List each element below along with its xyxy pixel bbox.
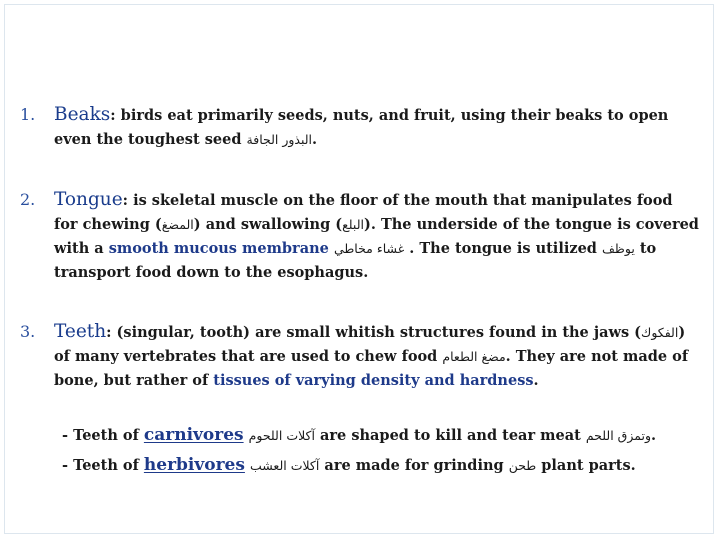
- arabic-term: مضغ الطعام: [442, 349, 506, 364]
- subitem-lead: - Teeth of: [62, 427, 144, 444]
- subitem-text: plant parts.: [536, 457, 636, 474]
- item-text: . The tongue is utilized: [404, 240, 602, 257]
- item-text: : birds eat primarily seeds, nuts, and fruit, using their beaks to open even the toughest seed: [54, 107, 669, 148]
- arabic-term: وتمزق اللحم: [585, 428, 651, 443]
- arabic-term: المضغ: [161, 217, 194, 232]
- arabic-term: آكلات اللحوم: [248, 428, 315, 443]
- keyword-herbivores: herbivores: [143, 455, 245, 475]
- list-item-beaks: [20, 103, 700, 152]
- item-text: ). The underside of the tongue is covered with a: [54, 216, 699, 257]
- item-number: 2.: [20, 190, 36, 209]
- arabic-term: البذور الجافة: [246, 132, 313, 147]
- item-text: ) and swallowing (: [193, 216, 343, 233]
- subitem-text: .: [650, 427, 657, 444]
- arabic-term: آكلات العشب: [250, 458, 320, 473]
- arabic-term: يوظف: [601, 241, 635, 256]
- item-text: : (singular, tooth) are small whitish structures found in the jaws (: [106, 324, 642, 341]
- subitem-herbivores: [62, 454, 702, 477]
- item-number: 3.: [20, 322, 36, 341]
- subitem-text: are shaped to kill and tear meat: [314, 427, 586, 444]
- item-text: .: [312, 131, 318, 148]
- item-text: .: [533, 372, 539, 389]
- list-item-tongue: [20, 188, 700, 285]
- item-text: ) of many vertebrates that are used to chew food: [54, 324, 686, 365]
- item-text: . They are not made of bone, but rather of: [54, 348, 689, 389]
- subitem-text: are made for grinding: [319, 457, 509, 474]
- list-item-teeth: [20, 320, 700, 393]
- keyword-tongue: Tongue: [54, 189, 123, 210]
- arabic-term: غشاء مخاطي: [333, 241, 405, 256]
- highlight-term: smooth mucous membrane: [108, 240, 329, 257]
- arabic-term: الفكوك: [641, 325, 679, 340]
- keyword-teeth: Teeth: [54, 321, 107, 342]
- keyword-carnivores: carnivores: [143, 425, 244, 445]
- item-text: : is skeletal muscle on the floor of the mouth that manipulates food for chewing (: [54, 192, 673, 233]
- arabic-term: طحن: [508, 458, 537, 473]
- highlight-term: tissues of varying density and hardness: [213, 372, 534, 389]
- subitem-carnivores: [62, 424, 702, 447]
- item-number: 1.: [20, 105, 36, 124]
- item-text: to transport food down to the esophagus.: [54, 240, 657, 281]
- arabic-term: البلع: [342, 217, 364, 232]
- keyword-beaks: Beaks: [54, 104, 111, 125]
- subitem-lead: - Teeth of: [62, 457, 144, 474]
